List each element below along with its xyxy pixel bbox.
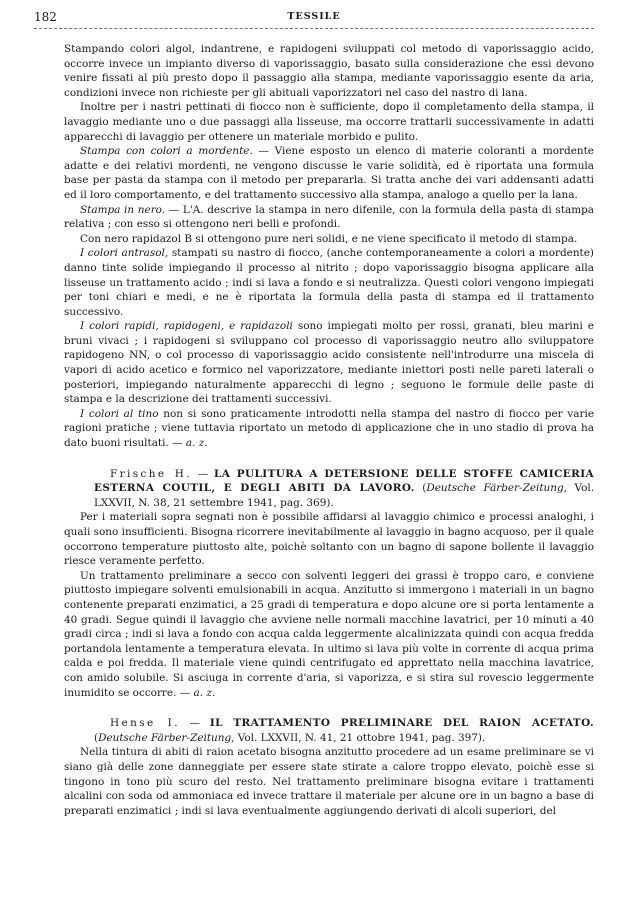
paragraph — [64, 144, 594, 202]
source-open: ( — [94, 731, 99, 744]
paragraph-text: — L'A. descrive la stampa in nero difenile, con la formula della pasta di stampa relativa ; con esso si ottengono neri belli e profondi. — [64, 203, 594, 231]
paragraph-lead: Stampa in nero. — [80, 203, 166, 216]
article-heading — [64, 467, 594, 511]
paragraph: Nella tintura di abiti di raion acetato bisogna anzitutto procedere ad un esame preliminare se vi siano già delle zone danneggiate per essere state stirate a calore troppo elevato, poichè esse si tingono in tono più scuro del resto. Nel trattamento preliminare bisogna evitare i trattamenti alcalini con soda od ammoniaca ed invece trattare il materiale per alcune ore in un bagno a base di preparati enzimatici ; indi si lava eventualmente aggiungendo derivati di alcoli superiori, del — [64, 746, 594, 817]
paragraph: Inoltre per i nastri pettinati di fiocco non è sufficiente, dopo il completamento della stampa, il lavaggio mediante uno o due passaggi alla lisseuse, ma occorre trattarli successivamente in adatti apparecchi di lavaggio per ottenere un materiale morbido e pulito. — [64, 101, 594, 143]
heading-dash: — — [179, 717, 210, 730]
article-title: LA PULITURA A DETERSIONE DELLE STOFFE CAMICERIA ESTERNA COUTIL, E DEGLI ABITI DA LAVORO. — [94, 467, 594, 495]
paragraph-lead: I colori rapidi, rapidogeni, e rapidazoli — [80, 320, 293, 333]
paragraph — [64, 203, 594, 232]
article-source — [98, 732, 485, 744]
paragraph — [64, 407, 594, 451]
heading-dash: — — [191, 467, 215, 480]
paragraph: Per i materiali sopra segnati non è possibile affidarsi al lavaggio chimico e processi analoghi, i quali sono insufficienti. Bisogna ricorrere inevitabilmente al lavaggio in bagno acquoso, per il quale occorrono temperature piuttosto alte, poichè soltanto con un bagno di sapone bollente il lavaggio riesce veramente perfetto. — [64, 511, 594, 568]
header-rule — [34, 28, 594, 29]
paragraph-text: — Viene esposto un elenco di materie coloranti a mordente adatte e dei relativi mordenti, ne vengono discusse le varie solidità, ed è riportata una formula base per pasta da stampa con il metodo per prepararla. Si tratta anche dei vari addensanti adatti ed il loro comportamento, e del trattamento successivo alla stampa, analogo a quello per la lana. — [64, 145, 594, 201]
paragraph — [64, 319, 594, 407]
article-heading — [64, 716, 594, 745]
article-title: IL TRATTAMENTO PRELIMINARE DEL RAION ACETATO. — [209, 717, 594, 730]
source-details: Vol. LXXVII, N. 41, 21 ottobre 1941, pag. 397). — [234, 731, 486, 744]
paragraph — [64, 246, 594, 319]
article-hense — [64, 716, 594, 818]
paragraph — [64, 569, 594, 700]
paragraph-text: sono impiegati molto per rossi, granati, bleu marini e bruni vivaci ; i rapidogeni si sviluppano col processo di vaporissaggio neutro allo sviluppatore rapidogeno NN, o col processo di vaporissaggio acido consistente nell'introdurre una miscela di vapori di acido acetico e formico nel vaporizzatore, mediante iniettori posti nelle pareti laterali o posteriori, impiegando naturalmente apparecchi di legno ; seguono le formule delle paste di stampa e la descrizione dei trattamenti successivi. — [64, 320, 594, 406]
signature: a. z. — [182, 437, 208, 450]
source-journal: Deutsche Färber-Zeitung, — [426, 482, 567, 495]
running-header — [34, 10, 594, 26]
article-frische — [64, 467, 594, 701]
page-number: 182 — [34, 10, 57, 24]
body-text — [64, 42, 594, 818]
article-author: Hense I. — [110, 717, 180, 730]
running-title: TESSILE — [287, 11, 341, 22]
paragraph-text: non si sono praticamente introdotti nella stampa del nastro di fiocco per varie ragioni pratiche ; viene tuttavia riportato un metodo di applicazione che in uno stadio di prova ha dato buoni risultati. — — [64, 407, 594, 450]
source-open: ( — [414, 482, 427, 495]
paragraph-text: Un trattamento preliminare a secco con solventi leggeri dei grassi è troppo caro, e conviene piuttosto impiegare solventi emulsionabili in acqua. Anzitutto si immergono i materiali in un bagno contenente preparati enzimatici, a 25 gradi di temperatura e dopo alcune ore si porta lentamente a 40 gradi. Segue quindi il lavaggio che avviene nelle normali macchine lavatrici, per 10 minuti a 40 gradi circa ; indi si lava a fondo con acqua calda leggermente alcalinizzata quindi con acqua fredda portandola lentamente a temperatura elevata. In ultimo si lava più volte in corrente di acqua prima calda e poi fredda. Il materiale viene quindi centrifugato ed apprettato nella macchina lavatrice, con amido solubile. Si asciuga in corrente d'aria, si vaporizza, e si stira sul rovescio leggermente inumidito se occorre. — — [64, 569, 594, 699]
paragraph: Con nero rapidazol B si ottengono pure neri solidi, e ne viene specificato il metodo di stampa. — [80, 232, 578, 245]
source-journal: Deutsche Färber-Zeitung, — [98, 731, 235, 744]
article-author: Frische H. — [110, 467, 192, 480]
signature: a. z. — [190, 686, 216, 699]
paragraph-lead: I colori antrasol, — [80, 247, 169, 260]
paragraph-text: stampati su nastro di fiocco, (anche contemporaneamente a colori a mordente) danno tinte solide impiegando il processo al nitrito ; dopo vaporissaggio bisogna applicare alla lisseuse un trattamento acido ; indi si lava a fondo e si neutralizza. Questi colori vengono impiegati per toni chiari e medi, e ne è riportata la formula della pasta di stampa ed il trattamento successivo. — [64, 247, 594, 318]
paragraph: Stampando colori algol, indantrene, e rapidogeni sviluppati col metodo di vaporissaggio acido, occorre invece un impianto diverso di vaporissaggio, basato sulla considerazione che essi devono venire fissati al più presto dopo il passaggio alla stampa, mediante vaporissaggio esente da aria, condizioni invece non richieste per gli abituali vaporizzatori nel caso del nastro di lana. — [64, 43, 594, 99]
paragraph-lead: I colori al tino — [80, 407, 159, 420]
paragraph-lead: Stampa con colori a mordente. — [80, 145, 253, 158]
source-details: Vol. LXXVII, N. 38, 21 settembre 1941, pag. 369). — [94, 482, 595, 509]
